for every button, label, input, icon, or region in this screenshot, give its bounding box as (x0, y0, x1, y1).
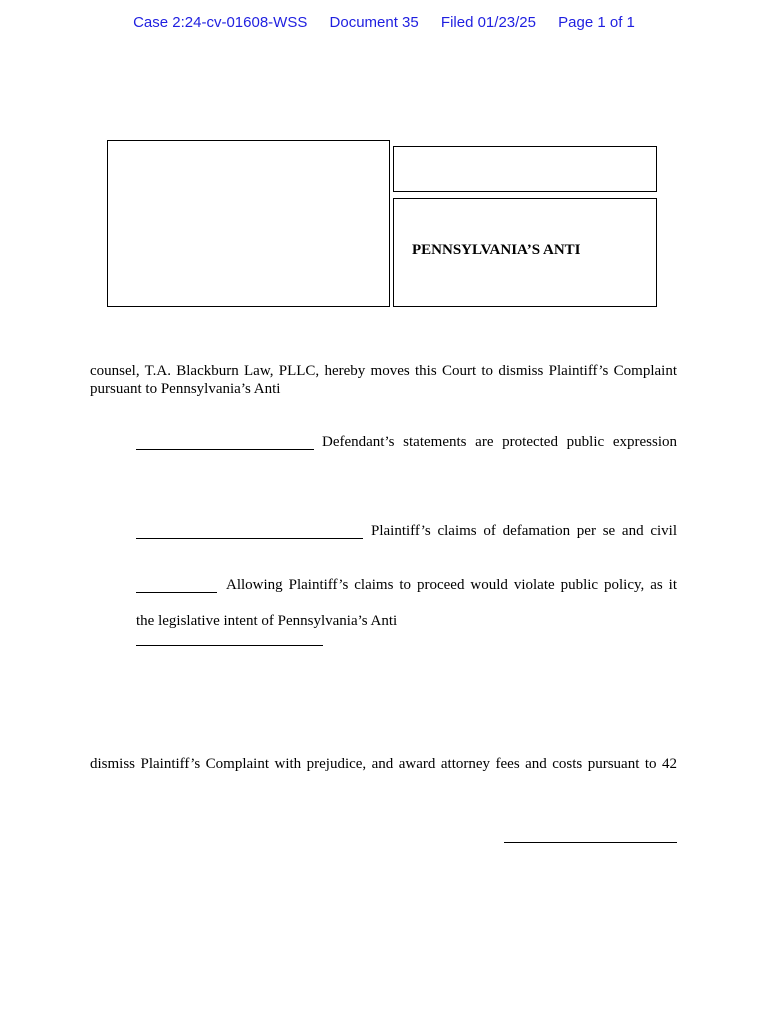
point-3-line-2: the legislative intent of Pennsylvania’s Anti (136, 613, 398, 629)
caption-title-box (393, 198, 657, 307)
redaction-underline-4 (136, 645, 323, 646)
ecf-header (0, 14, 768, 31)
signature-line (504, 842, 677, 843)
case-number: Case 2:24-cv-01608-WSS (133, 14, 308, 31)
redaction-underline-1 (136, 449, 314, 450)
caption-title: PENNSYLVANIA’S ANTI (412, 242, 581, 258)
point-2: Plaintiff’s claims of defamation per se and civil (371, 523, 677, 539)
caption-case-box (393, 146, 657, 192)
point-3-line-1: Allowing Plaintiff’s claims to proceed would violate public policy, as it (226, 577, 677, 593)
intro-line-2: pursuant to Pennsylvania’s Anti (90, 381, 281, 397)
redaction-underline-3 (136, 592, 217, 593)
caption-parties-box (107, 140, 390, 307)
document-number: Document 35 (329, 14, 419, 31)
page-number: Page 1 of 1 (558, 14, 635, 31)
filed-date: Filed 01/23/25 (440, 14, 536, 31)
intro-line-1: counsel, T.A. Blackburn Law, PLLC, hereby moves this Court to dismiss Plaintiff’s Complaint (90, 363, 677, 379)
conclusion-line: dismiss Plaintiff’s Complaint with prejudice, and award attorney fees and costs pursuant to 42 (90, 756, 677, 772)
redaction-underline-2 (136, 538, 363, 539)
point-1: Defendant’s statements are protected public expression (322, 434, 677, 450)
